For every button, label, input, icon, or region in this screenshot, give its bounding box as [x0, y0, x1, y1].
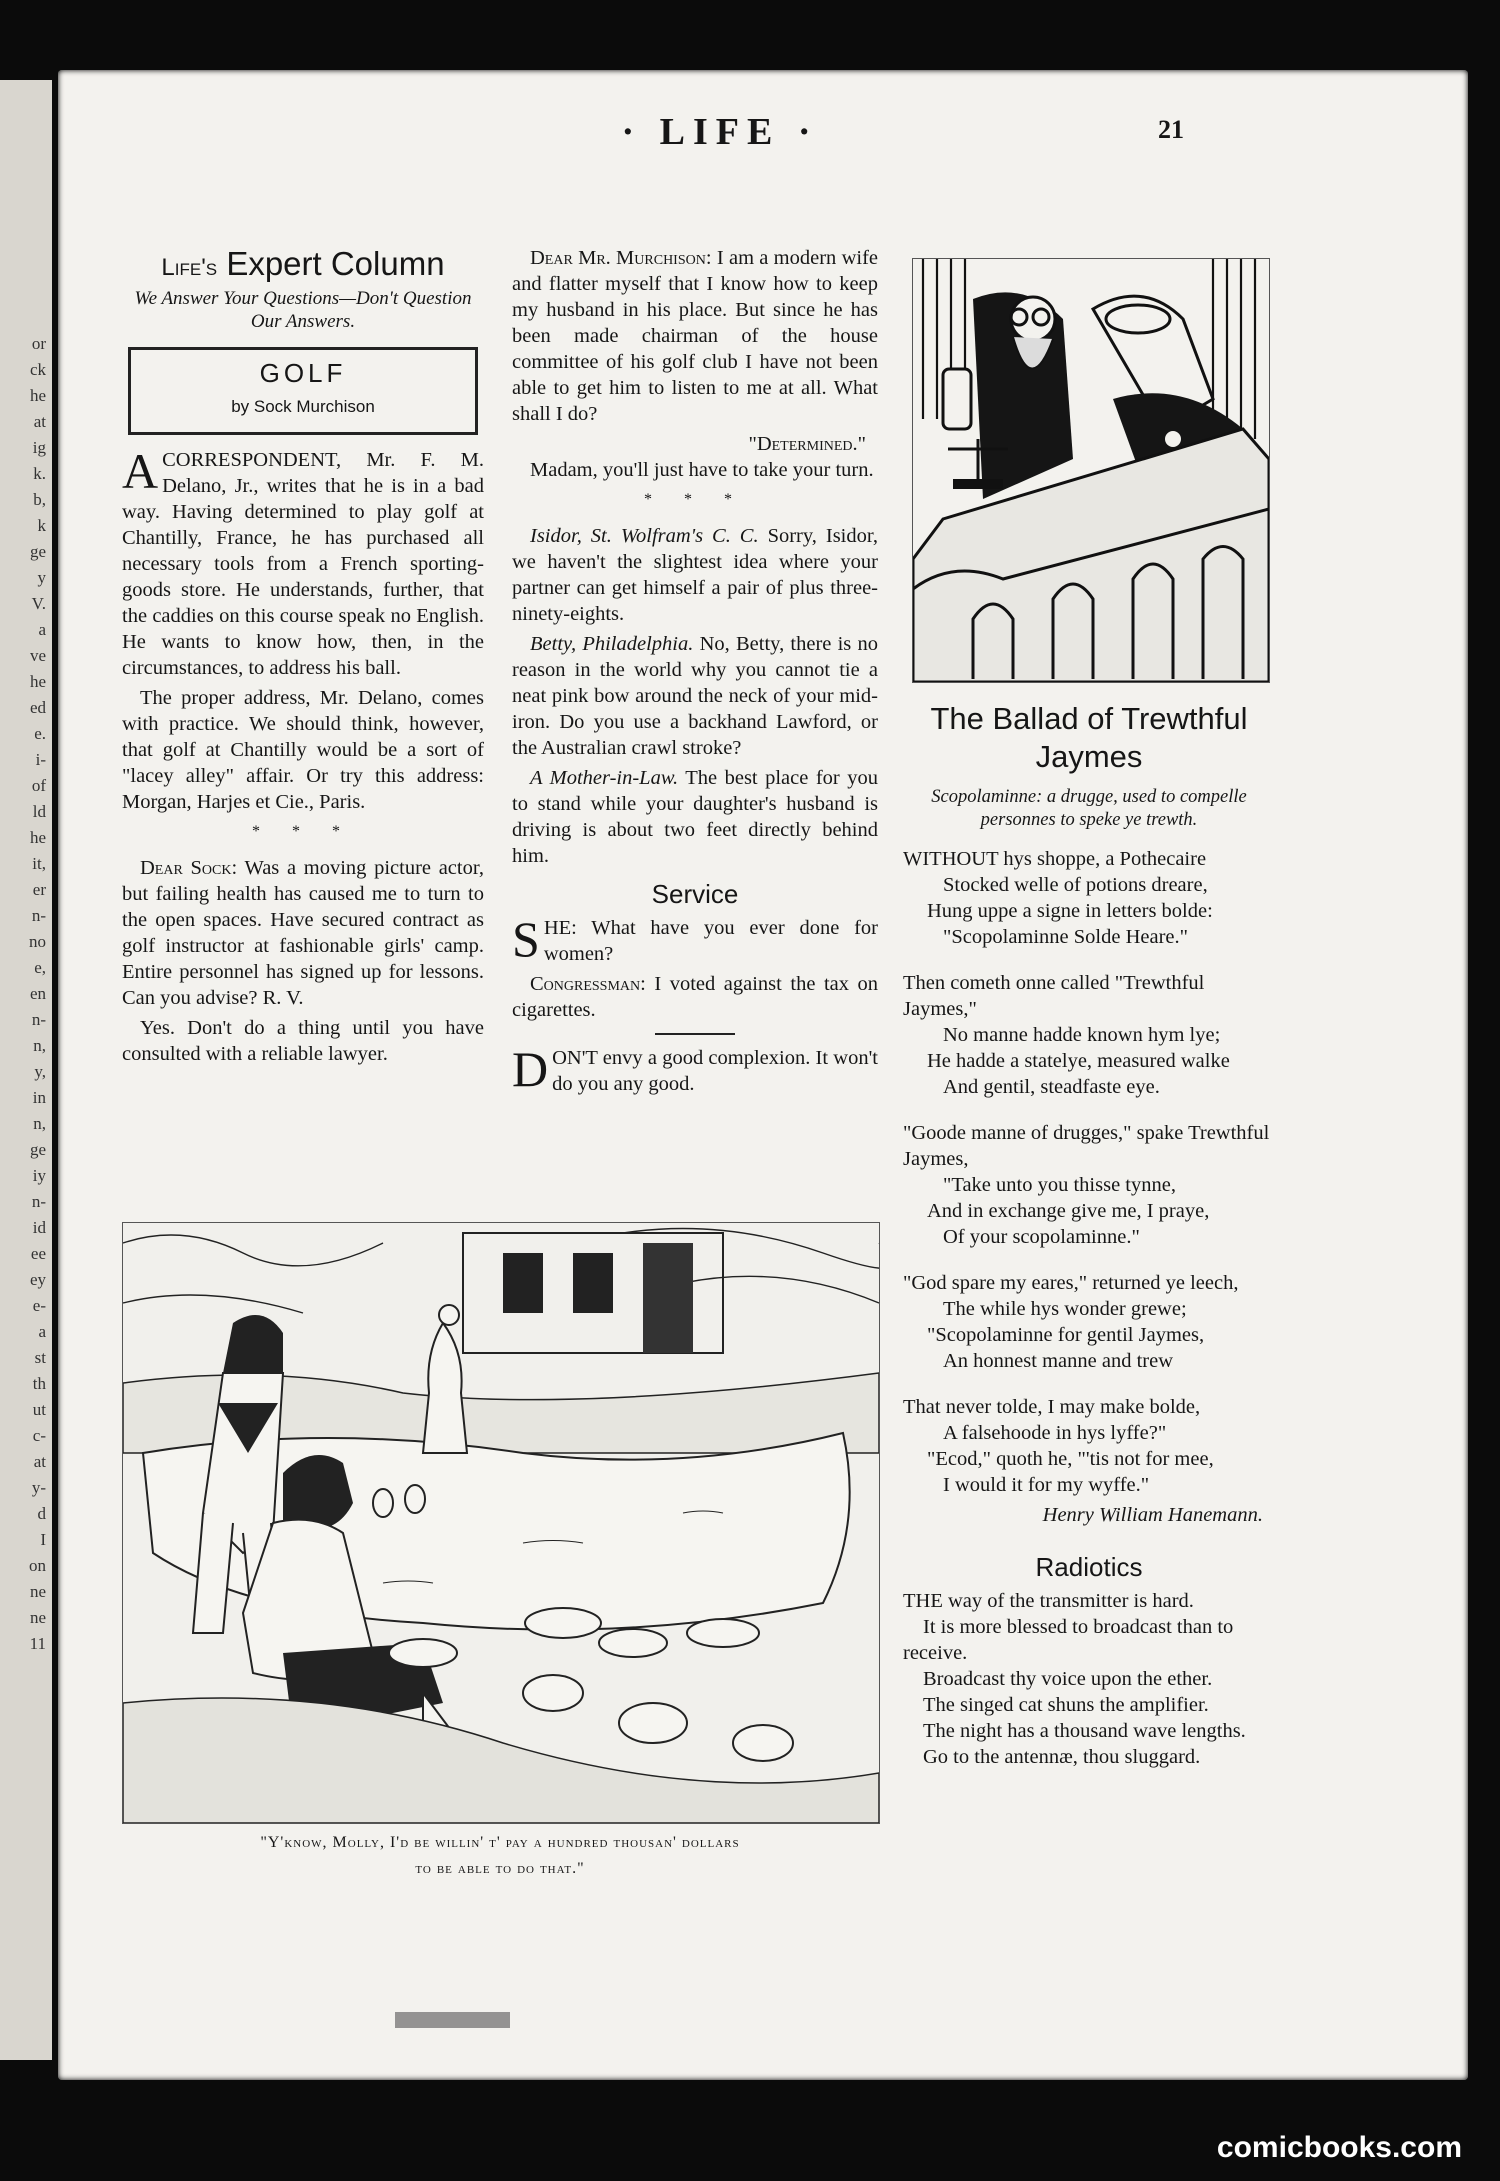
radiotics-line: The night has a thousand wave lengths. — [923, 1720, 1246, 1742]
pond-drawing — [123, 1223, 879, 1823]
library-stamp — [395, 2012, 510, 2028]
paragraph: Dear Sock: Was a moving picture actor, but failing health has caused me to turn to the open spaces. Have secured contract as golf instructor at fashionable girls' camp. Entire personnel has signed up for lessons. Can you advise? R. V. — [122, 857, 484, 1009]
apothecary-illustration — [912, 258, 1270, 683]
ballad-line: Stocked welle of potions dreare, — [943, 874, 1208, 896]
facing-page-fragment: ut — [32, 1400, 46, 1419]
facing-page-fragment: ve — [29, 646, 46, 665]
ballad-line: And in exchange give me, I praye, — [927, 1200, 1210, 1222]
paragraph: Isidor, St. Wolfram's C. C. Sorry, Isidor, we haven't the slightest idea where your partner can get himself a pair of plus three-ninety-eights. — [512, 525, 879, 625]
facing-page-fragment: y, — [34, 1062, 46, 1081]
section-stars: * * * — [644, 491, 746, 508]
facing-page-fragment: e- — [32, 1296, 46, 1315]
ballad-line: And gentil, steadfaste eye. — [943, 1076, 1160, 1098]
golf-box-byline: by Sock Murchison — [231, 397, 375, 416]
facing-page-fragment: ge — [29, 542, 46, 561]
ballad-poem — [903, 846, 1275, 1498]
apothecary-drawing — [913, 259, 1269, 682]
facing-page-fragment: ee — [30, 1244, 46, 1263]
ballad-line: No manne hadde known hym lye; — [943, 1024, 1221, 1046]
facing-page-fragment: or — [31, 334, 46, 353]
ballad-line: He hadde a statelye, measured walke — [927, 1050, 1230, 1072]
ballad-stanza — [903, 1120, 1275, 1250]
ballad-stanza — [903, 1270, 1275, 1374]
facing-page-fragment: k. — [33, 464, 46, 483]
golf-box — [128, 347, 478, 435]
facing-page-fragment: y- — [31, 1478, 46, 1497]
ballad-epigraph: Scopolaminne: a drugge, used to compelle personnes to speke ye trewth. — [931, 787, 1247, 830]
facing-page-fragment: n, — [33, 1114, 46, 1133]
expert-column — [122, 245, 484, 1071]
ballad-line: Then cometh onne called "Trewthful Jaymes," — [903, 972, 1205, 1020]
ballad-line: Hung uppe a signe in letters bolde: — [927, 900, 1213, 922]
facing-page-fragment: th — [32, 1374, 46, 1393]
section-stars: * * * — [252, 823, 354, 840]
facing-page-fragment: k — [37, 516, 46, 535]
radiotics-line: Broadcast thy voice upon the ether. — [923, 1668, 1213, 1690]
facing-page-fragment: ey — [29, 1270, 46, 1289]
facing-page-fragment: V. — [31, 594, 46, 613]
ballad-line: Of your scopolaminne." — [943, 1226, 1140, 1248]
service-title: Service — [651, 879, 739, 909]
illustration-caption: "Y'know, Molly, I'd be willin' t' pay a hundred thousan' dollars to be able to do that." — [260, 1834, 740, 1877]
facing-page-fragment: c- — [32, 1426, 46, 1445]
radiotics-line: Go to the antennæ, thou sluggard. — [923, 1746, 1201, 1768]
facing-page-fragment: a — [38, 620, 46, 639]
radiotics-text — [903, 1588, 1275, 1770]
facing-page-fragment: n, — [33, 1036, 46, 1055]
expert-column-subtitle: We Answer Your Questions—Don't Question Our Answers. — [134, 288, 472, 332]
paragraph: SHE: What have you ever done for women? — [512, 911, 878, 967]
facing-page-fragment: y — [37, 568, 46, 587]
facing-page-fragment: he — [29, 828, 46, 847]
facing-page-fragment: no — [29, 932, 46, 951]
paragraph: The proper address, Mr. Delano, comes with practice. We should think, however, that golf at Chantilly would be a sort of "lacey alley" affair. Or try this address: Morgan, Harjes et Cie., Paris. — [122, 687, 484, 813]
facing-page-fragment: d — [37, 1504, 46, 1523]
paragraph: Dear Mr. Murchison: I am a modern wife and flatter myself that I know how to keep my husband in his place. But since he has been made chairman of the house committee of his golf club I have not been able to get him to listen to me at all. What shall I do? — [512, 247, 879, 425]
ballad-title: The Ballad of Trewthful Jaymes — [930, 701, 1248, 774]
signature: "Determined." — [748, 433, 866, 455]
expert-column-title: Life's Expert Column — [161, 245, 445, 282]
facing-page-fragment: in — [32, 1088, 46, 1107]
paragraph: Yes. Don't do a thing until you have consulted with a reliable lawyer. — [122, 1017, 484, 1065]
facing-page-fragment: ld — [32, 802, 46, 821]
facing-page-fragment: iy — [32, 1166, 46, 1185]
paragraph: DON'T envy a good complexion. It won't do you any good. — [512, 1041, 878, 1097]
watermark: comicbooks.com — [1216, 2131, 1462, 2164]
ballad-line: "Take unto you thisse tynne, — [943, 1174, 1176, 1196]
facing-page-fragment: on — [29, 1556, 46, 1575]
facing-page-fragment: ig — [32, 438, 46, 457]
masthead: · LIFE · — [621, 111, 819, 153]
facing-page-fragment: e, — [34, 958, 46, 977]
paragraph: A Mother-in-Law. The best place for you to stand while your daughter's husband is driving is about two feet directly behind him. — [512, 767, 878, 867]
facing-page-fragment: he — [29, 672, 46, 691]
facing-page-fragment: n- — [31, 1010, 46, 1029]
facing-page-fragment: n- — [31, 906, 46, 925]
facing-page-fragment: ck — [29, 360, 46, 379]
ballad-line: That never tolde, I may make bolde, — [903, 1396, 1201, 1418]
facing-page-fragment: i- — [35, 750, 46, 769]
page-number: 21 — [1158, 115, 1184, 144]
ballad-stanza — [903, 846, 1275, 950]
ballad-line: "God spare my eares," returned ye leech, — [903, 1272, 1239, 1294]
ballad-author: Henry William Hanemann. — [1042, 1504, 1263, 1526]
paragraph: ACORRESPONDENT, Mr. F. M. Delano, Jr., writes that he is in a bad way. Having determined to play golf at Chantilly, France, he has purchased all necessary tools from a French sporting-goods store. He understands, further, that the caddies on this course speak no English. He wants to know how, then, in the circumstances, to address his ball. — [122, 443, 484, 679]
facing-page-fragment: id — [32, 1218, 46, 1237]
facing-page-fragment: 11 — [29, 1634, 46, 1653]
facing-page-fragment: a — [38, 1322, 46, 1341]
facing-page-fragment: st — [34, 1348, 46, 1367]
facing-page-fragment: it, — [32, 854, 46, 873]
radiotics-title: Radiotics — [1035, 1552, 1143, 1582]
facing-page-fragment: ge — [29, 1140, 46, 1159]
ballad-line: An honnest manne and trew — [943, 1350, 1173, 1372]
ballad-line: "Scopolaminne Solde Heare." — [943, 926, 1189, 948]
paragraph: Betty, Philadelphia. No, Betty, there is no reason in the world why you cannot tie a neat pink bow around the neck of your mid-iron. Do you use a backhand Lawford, or the Australian crawl stroke? — [512, 633, 879, 759]
facing-page-fragment: at — [33, 412, 46, 431]
facing-page-fragment: b, — [33, 490, 46, 509]
ballad-line: "Scopolaminne for gentil Jaymes, — [927, 1324, 1205, 1346]
facing-page-fragment: n- — [31, 1192, 46, 1211]
facing-page-fragment: ed — [29, 698, 46, 717]
golf-box-title: GOLF — [259, 358, 347, 388]
paragraph: Madam, you'll just have to take your turn. — [530, 459, 874, 481]
radiotics-line: The singed cat shuns the amplifier. — [923, 1694, 1209, 1716]
facing-page-fragment: I — [40, 1530, 46, 1549]
pond-illustration — [122, 1222, 880, 1824]
ballad-stanza — [903, 970, 1275, 1100]
facing-page-fragment: at — [33, 1452, 46, 1471]
ballad-line: WITHOUT hys shoppe, a Pothecaire — [903, 848, 1207, 870]
facing-page-edge — [0, 80, 52, 2060]
paragraph: Congressman: I voted against the tax on cigarettes. — [512, 973, 879, 1021]
ballad-line: I would it for my wyffe." — [943, 1474, 1150, 1496]
radiotics-line: THE way of the transmitter is hard. — [903, 1590, 1194, 1612]
letters-column — [512, 245, 878, 1101]
facing-page-fragment: ne — [29, 1608, 46, 1627]
facing-page-fragment: er — [32, 880, 46, 899]
divider — [655, 1033, 735, 1035]
ballad-column — [903, 700, 1275, 1770]
facing-page-fragment: of — [31, 776, 46, 795]
radiotics-line: It is more blessed to broadcast than to receive. — [903, 1616, 1234, 1664]
ballad-line: "Goode manne of drugges," spake Trewthful Jaymes, — [903, 1122, 1270, 1170]
facing-page-fragment: he — [29, 386, 46, 405]
facing-page-fragment: ne — [29, 1582, 46, 1601]
ballad-line: The while hys wonder grewe; — [943, 1298, 1187, 1320]
ballad-line: A falsehoode in hys lyffe?" — [943, 1422, 1167, 1444]
ballad-line: "Ecod," quoth he, "'tis not for mee, — [927, 1448, 1214, 1470]
ballad-stanza — [903, 1394, 1275, 1498]
facing-page-fragment: en — [29, 984, 46, 1003]
facing-page-fragment: e. — [34, 724, 46, 743]
